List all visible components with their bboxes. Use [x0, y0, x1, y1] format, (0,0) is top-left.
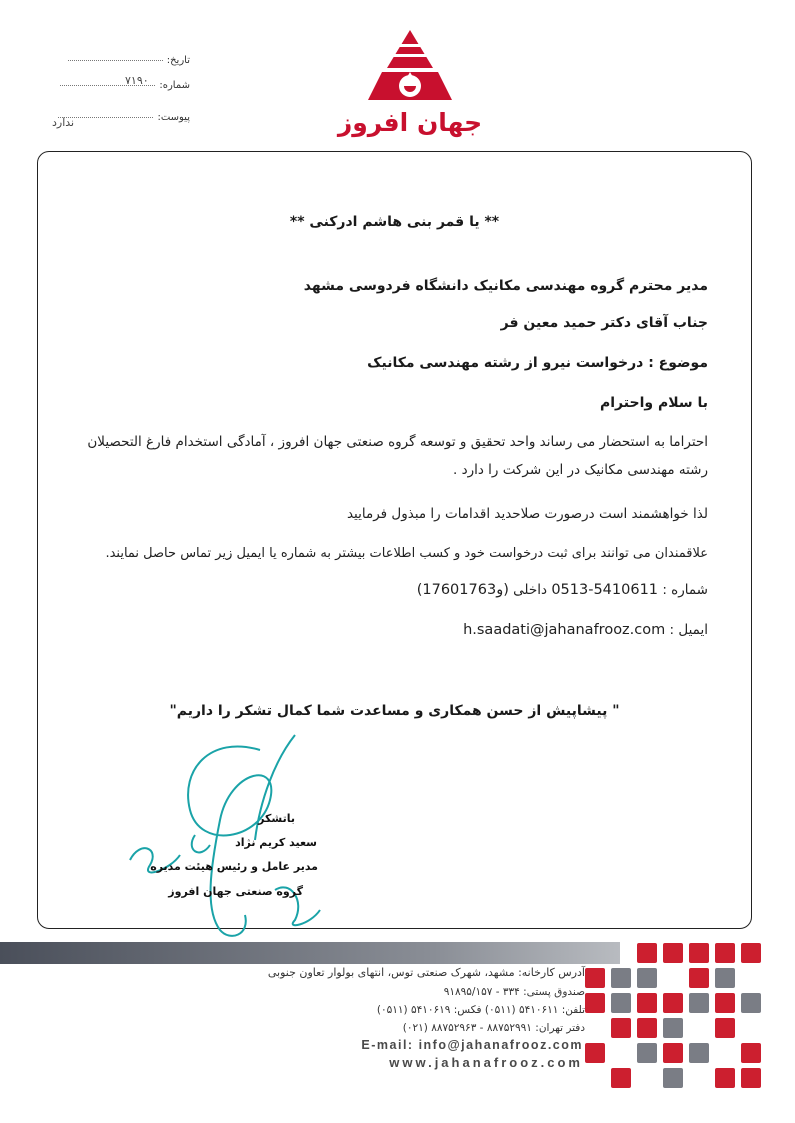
signatory-name: سعید کریم نژاد — [235, 836, 317, 849]
square-decor-icon — [663, 943, 683, 963]
footer-band — [0, 942, 620, 964]
invocation: ** یا قمر بنی هاشم ادرکنی ** — [289, 214, 500, 230]
number-value: ۷۱۹۰ — [125, 74, 149, 87]
logo-mark-icon — [330, 28, 490, 108]
square-decor-icon — [585, 993, 605, 1013]
square-decor-icon — [637, 1018, 657, 1038]
paragraph-3: علاقمندان می توانند برای ثبت درخواست خود و کسب اطلاعات بیشتر به شماره یا ایمیل زیر تماس حاصل نمایند. — [105, 546, 708, 561]
square-decor-icon — [637, 993, 657, 1013]
paragraph-2: لذا خواهشمند است درصورت صلاحدید اقدامات را مبذول فرمایید — [346, 506, 708, 522]
closing-thanks: " پیشاپیش از حسن همکاری و مساعدت شما کمال تشکر را داریم" — [169, 703, 620, 719]
footer-phone-fax: تلفن: ۵۴۱۰۶۱۱ (۰۵۱۱) فکس: ۵۴۱۰۶۱۹ (۰۵۱۱) — [376, 1004, 585, 1016]
square-decor-icon — [637, 968, 657, 988]
signatory-title: مدیر عامل و رئیس هیئت مدیره — [150, 860, 318, 873]
square-decor-icon — [741, 993, 761, 1013]
footer-po-box: صندوق پستی: ۳۳۴ - ۹۱۸۹۵/۱۵۷ — [443, 986, 585, 998]
signatory-company: گروه صنعتی جهان افروز — [168, 885, 303, 898]
email-label: ایمیل : — [669, 622, 708, 638]
email-line — [88, 622, 708, 638]
square-decor-icon — [585, 1043, 605, 1063]
signature-thanks: باتشکر — [258, 812, 295, 825]
subject-line: موضوع : درخواست نیرو از رشته مهندسی مکانیک — [367, 355, 708, 371]
phone-label: شماره : — [662, 582, 708, 598]
square-decor-icon — [715, 993, 735, 1013]
square-decor-icon — [715, 968, 735, 988]
square-decor-icon — [637, 943, 657, 963]
recipient-line-2: جناب آقای دکتر حمید معین فر — [500, 315, 708, 331]
company-name-logo: جهان افروز — [337, 108, 483, 137]
square-decor-icon — [689, 993, 709, 1013]
phone-line — [88, 582, 708, 598]
company-logo — [330, 28, 490, 143]
square-decor-icon — [663, 1018, 683, 1038]
square-decor-icon — [689, 1043, 709, 1063]
footer-address: آدرس کارخانه: مشهد، شهرک صنعتی توس، انتهای بولوار تعاون جنوبی — [267, 966, 585, 979]
square-decor-icon — [689, 968, 709, 988]
extension-value: (1760و1763) — [416, 582, 509, 598]
email-value: h.saadati@jahanafrooz.com — [463, 622, 666, 638]
square-decor-icon — [611, 1018, 631, 1038]
square-decor-icon — [663, 993, 683, 1013]
footer-tehran-office: دفتر تهران: ۸۸۷۵۲۹۹۱ - ۸۸۷۵۲۹۶۳ (۰۲۱) — [402, 1022, 585, 1034]
extension-label: داخلی — [513, 582, 548, 598]
square-decor-icon — [689, 943, 709, 963]
paragraph-1-line-1: احتراما به استحضار می رساند واحد تحقیق و توسعه گروه صنعتی جهان افروز ، آمادگی استخدام فارغ التحصیلان — [87, 434, 708, 450]
square-decor-icon — [637, 1043, 657, 1063]
phone-value: 0513-5410611 — [551, 582, 659, 598]
square-decor-icon — [585, 968, 605, 988]
attachment-value: ندارد — [52, 116, 75, 129]
square-decor-icon — [663, 1043, 683, 1063]
paragraph-1-line-2: رشته مهندسی مکانیک در این شرکت را دارد . — [453, 462, 708, 478]
date-field — [40, 55, 190, 66]
square-decor-icon — [715, 943, 735, 963]
footer-email: E-mail: info@jahanafrooz.com — [361, 1038, 583, 1052]
attachment-label: پیوست: — [157, 112, 190, 123]
square-decor-icon — [741, 1068, 761, 1088]
number-field — [40, 80, 190, 91]
square-decor-icon — [715, 1018, 735, 1038]
number-label: شماره: — [159, 80, 190, 91]
square-decor-icon — [715, 1068, 735, 1088]
date-label: تاریخ: — [166, 55, 190, 66]
square-decor-icon — [611, 993, 631, 1013]
recipient-line-1: مدیر محترم گروه مهندسی مکانیک دانشگاه فردوسی مشهد — [303, 278, 708, 294]
square-decor-icon — [663, 1068, 683, 1088]
square-decor-icon — [611, 1068, 631, 1088]
footer-website: www.jahanafrooz.com — [389, 1055, 583, 1070]
greeting: با سلام واحترام — [600, 395, 708, 411]
square-decor-icon — [611, 968, 631, 988]
square-decor-icon — [741, 943, 761, 963]
square-decor-icon — [741, 1043, 761, 1063]
